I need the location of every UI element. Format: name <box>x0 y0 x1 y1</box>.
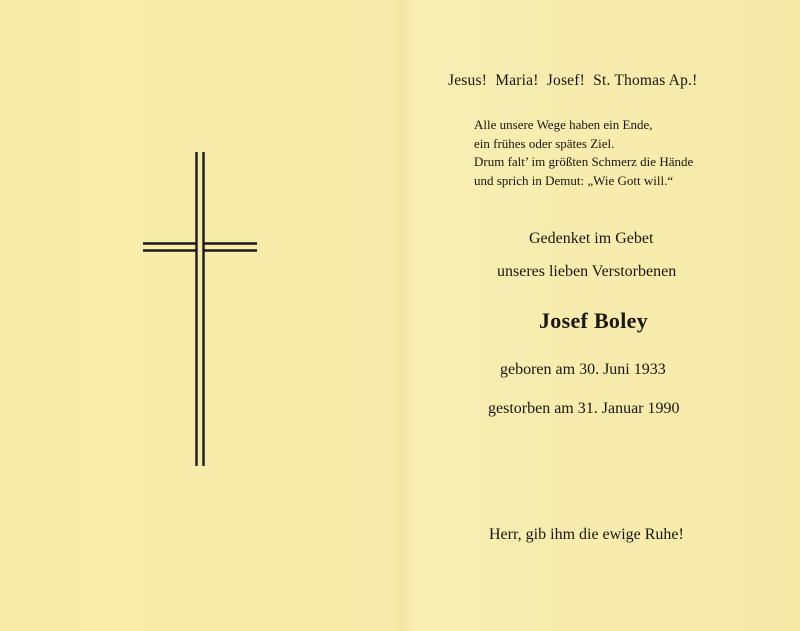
closing-prayer: Herr, gib ihm die ewige Ruhe! <box>489 526 684 543</box>
deceased-name: Josef Boley <box>539 308 649 333</box>
poem <box>474 116 693 190</box>
remembrance-heading: Gedenket im Gebet <box>529 230 654 247</box>
invocation-text: Jesus! Maria! Josef! St. Thomas Ap.! <box>448 72 698 89</box>
intro-text: unseres lieben Verstorbenen <box>497 263 677 280</box>
poem-line: Alle unsere Wege haben ein Ende, <box>474 117 653 132</box>
poem-line: Drum falt’ im größten Schmerz die Hände <box>474 154 694 169</box>
poem-line: ein frühes oder spätes Ziel. <box>474 135 615 151</box>
birth-date: geboren am 30. Juni 1933 <box>500 361 666 378</box>
poem-line: und sprich in Demut: „Wie Gott will.“ <box>474 172 674 188</box>
card-fold <box>401 0 404 631</box>
death-date: gestorben am 31. Januar 1990 <box>488 400 680 417</box>
